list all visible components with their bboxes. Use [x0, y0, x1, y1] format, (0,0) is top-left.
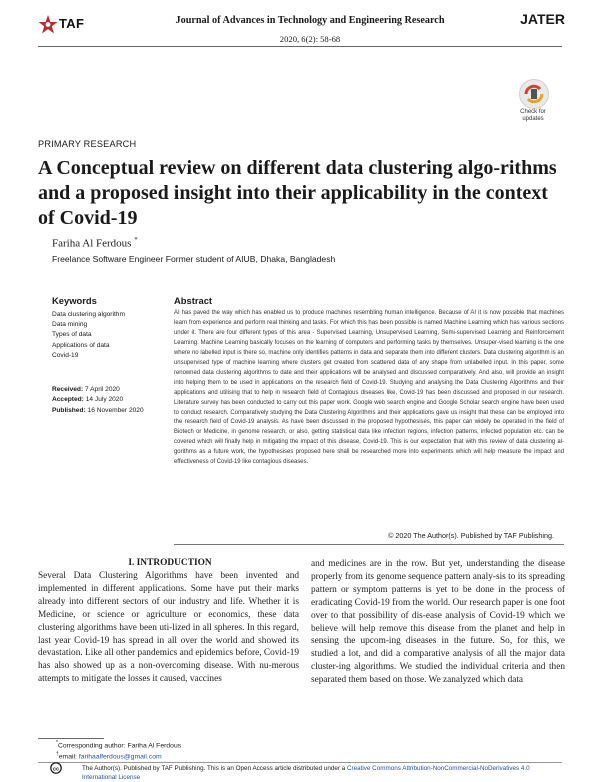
- logo-text: TAF: [59, 16, 85, 31]
- article-title: A Conceptual review on different data clustering algo-rithms and a proposed insight into their applicability in the context of Covid-19: [38, 157, 557, 229]
- keywords-heading: Keywords: [52, 295, 97, 306]
- body-column-left: Several Data Clustering Algorithms have been invented and implemented in different applications. Some have put their marks already into different sectors of our industry and life. Whether it is Medicine, or science or agriculture or economics, these data clustering algorithms have been uti-lized in all spheres. In this regard, last year Covid-19 has spread in all over the world and showed its devastation. Like all other pandemics and epidemics before, Covid-19 has also showed up as a non-overcoming disease. With nu-merous attempts to mitigate the losses it caused, vaccines: [38, 571, 299, 685]
- section-heading-introduction: I. INTRODUCTION: [128, 558, 212, 568]
- svg-text:cc: cc: [52, 766, 60, 773]
- journal-abbreviation: JATER: [520, 11, 565, 27]
- abstract-divider: [174, 544, 564, 545]
- author-mark: *: [134, 236, 138, 244]
- check-for-updates-badge[interactable]: [513, 79, 553, 125]
- keyword-item: Covid-19: [52, 351, 79, 359]
- license-statement: [82, 764, 562, 782]
- journal-logo: [38, 14, 108, 36]
- footnote-corresponding-author: *Corresponding author: Fariha Al Ferdous: [56, 740, 182, 750]
- journal-title: Journal of Advances in Technology and Engineering Research: [175, 15, 445, 26]
- footer-divider: [38, 762, 562, 763]
- received-date: Received: 7 April 2020: [52, 386, 120, 393]
- creative-commons-icon: [50, 762, 62, 774]
- published-date: Published: 16 November 2020: [52, 406, 144, 414]
- body-column-right: and medicines are in the row. But yet, understanding the disease properly from its genome sequence pattern analy-sis to its spreading pattern or symptom patterns is yet to be done in the process of eradicating Covid-19 from the world. Our research paper is one foot over to that possibility of dis-ease analysis of Covid-19 which we believe will help remove this disease from the planet and help in sensing the upcom-ing diseases in the future. So, for this, we studied a lot, and did a comparative analysis of all the major data cluster-ing algorithms. We studied the individual criteria and then separated them based on those. We zanalyzed which data: [311, 559, 565, 686]
- license-prefix: The Author(s). Published by TAF Publishing. This is an Open Access article distributed under a: [82, 765, 346, 772]
- footnote-email: †email: farihaalferdous@gmail.com: [56, 751, 162, 761]
- keyword-item: Data clustering algorithm: [52, 311, 125, 318]
- taf-logo-icon: [38, 14, 58, 36]
- footnote-divider: [38, 738, 104, 739]
- keyword-item: Applications of data: [52, 341, 110, 349]
- email-link[interactable]: farihaalferdous@gmail.com: [78, 753, 162, 761]
- author-text: Fariha Al Ferdous: [52, 237, 132, 250]
- author-name: [52, 236, 138, 250]
- article-dates: [52, 385, 172, 416]
- header-divider: [38, 46, 562, 47]
- section-label: PRIMARY RESEARCH: [38, 139, 137, 149]
- accepted-date: Accepted: 14 July 2020: [52, 396, 124, 404]
- abstract-text: AI has paved the way which has enabled us to produce machines resembling human intelligence. Because of AI it is now possible that machines learn from experience and perform real thinking and tasks. For which this has been possible is named Machine Learning which has various sections under it. There are four different types of this area - Supervised Learning, Unsupervised Learning, Semi-supervised Learning and Reinforcement Learning. Machine Learning basically focuses on the learning of computers and performing tasks by themselves. Unsuper-vised learning is the one where no labelled input is there so, machine only identifies patterns in data and separate them into different clusters. Data clustering algorithm is an unsupervised type of machine learning where clusters get created from scattered data of any shape from unlabelled input. In this paper, some renowned data clustering algorithms to date and their applications will be analysed and discussed comparatively. And also, will provide an insight into helping them to be used in applications on the research field of Covid-19. Studying and analysing the Data Clustering Algorithms and their applications and utilising that to help in research field of Contagious diseases like, Covid-19 has been discussed and proposed in our research. Literature survey has been conducted to carry out this paper work. Google web search engine and Google Scholar search engine have been used to conduct research. Comparatively studying the Data Clustering Algorithms and their applications gave us insight that these can be employed into the research field of Covid-19 analysis. As have been discussed in the proposed hypothesises, this paper can widely be operated in the field of Biotech or Medicine, in genome research, or also, getting statistical data like infection regions, infection patterns, infected population etc. can be covered which will finally help in mitigating the impact of this disease, Covid-19. This is our expectation that with this review of data clustering al-gorithms as a future work, the hypothesises proposed here shall be researched more into experiments which will help measure the impact and effectiveness of Covid-19 like contagious diseases.: [174, 310, 564, 466]
- journal-issue: 2020, 6(2): 58-68: [279, 34, 341, 44]
- check-updates-icon: [519, 79, 549, 109]
- license-link[interactable]: Creative Commons Attribution-NonCommercial-NoDerivatives 4.0 International License: [82, 765, 530, 781]
- badge-label: Check for updates: [520, 109, 546, 122]
- copyright-line: © 2020 The Author(s). Published by TAF Publishing.: [388, 531, 554, 540]
- keyword-item: Types of data: [52, 331, 92, 339]
- author-affiliation: Freelance Software Engineer Former student of AIUB, Dhaka, Bangladesh: [52, 254, 336, 264]
- keywords-list: [52, 310, 162, 361]
- keyword-item: Data mining: [52, 321, 88, 329]
- abstract-heading: Abstract: [174, 295, 213, 306]
